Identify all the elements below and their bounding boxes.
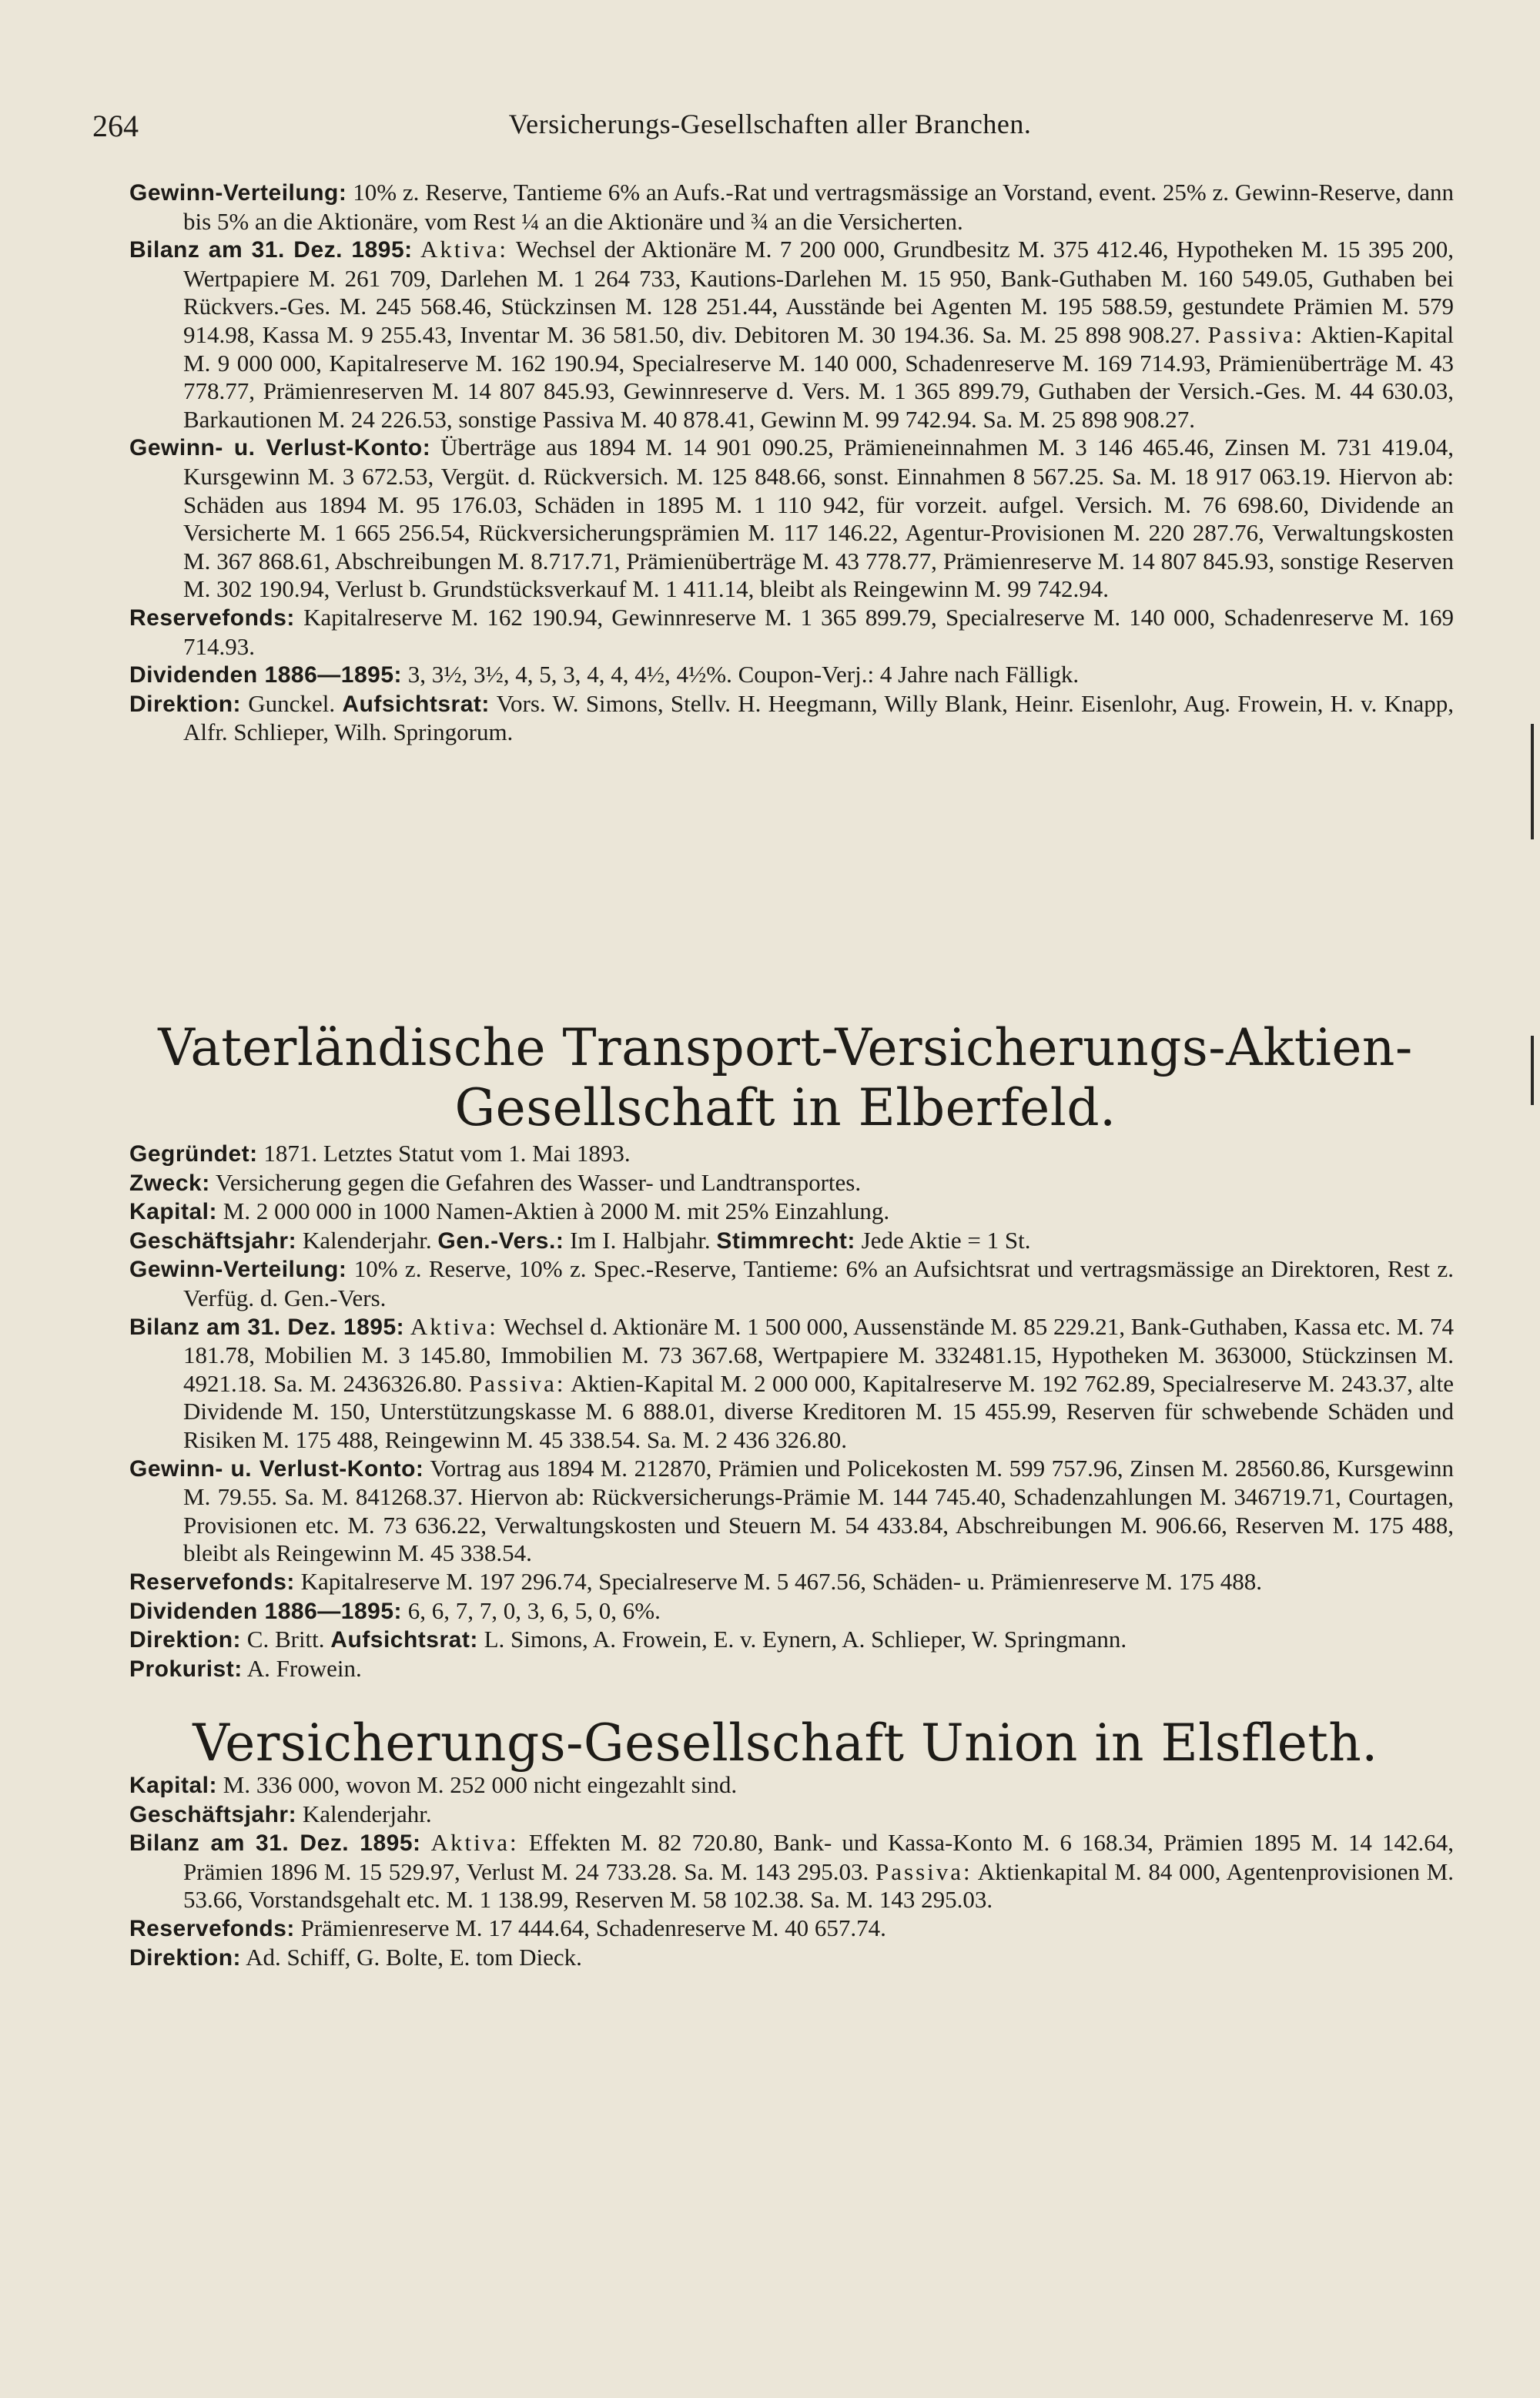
running-head [92,108,1448,151]
entry-text: Kalenderjahr. [302,1226,432,1254]
entry-bilanz [129,1313,1454,1455]
entry-text: Prämienreserve M. 17 444.64, Schadenreserve M. 40 657.74. [300,1914,886,1941]
entry-gewinn-verteilung [129,1255,1454,1312]
company-title-vaterlaendische: Vaterländische Transport-Versicherungs-Aktien-Gesellschaft in Elberfeld. [158,1018,1413,1137]
entry-kapital [129,1197,1454,1227]
entry-kapital [129,1771,1454,1800]
margin-smudge [1531,724,1534,839]
aktiva-text: Wechsel d. Aktionäre M. 1 500 000, Aussenstände M. 85 229.21, Bank-Guthaben, Kassa etc. M. 74 181.78, Mobilien M. 3 145.80, Immobilien M. 73 367.68, Wertpapiere M. 332481.15, Hypotheken M. 363000, Stückzinsen M. 4921.18. Sa. M. 2436326.80. [183,1312,1454,1397]
entry-label-2: Aufsichtsrat: [330,1627,478,1653]
entry-text: Gunckel. [248,689,336,717]
passiva-text: Aktienkapital M. 84 000, Agentenprovisionen M. 53.66, Vorstandsgehalt etc. M. 1 138.99, Reserven M. 58 102.38. Sa. M. 143 295.03. [183,1857,1455,1914]
margin-smudge [1531,1036,1534,1105]
entry-label: Gewinn-Verteilung: [129,180,347,206]
entry-label: Gegründet: [129,1141,258,1167]
passiva-text: Aktien-Kapital M. 2 000 000, Kapitalreserve M. 192 762.89, Specialreserve M. 243.37, alte Dividende M. 150, Unterstützungskasse M. 6 888.01, diverse Kreditoren M. 15 455.99, Reserven für schwebende Schäden und Risiken M. 175 488, Reingewinn M. 45 338.54. Sa. M. 2 436 326.80. [183,1369,1454,1453]
entry-label: Bilanz am 31. Dez. 1895: [129,1830,421,1857]
entry-text: 3, 3½, 3½, 4, 5, 3, 4, 4, 4½, 4½%. Coupon-Verj.: 4 Jahre nach Fälligk. [407,661,1080,688]
entry-label-2: Aufsichtsrat: [342,691,490,717]
entry-label: Prokurist: [129,1656,243,1682]
entry-dividenden [129,661,1454,690]
running-title: Versicherungs-Gesellschaften aller Branchen. [508,109,1032,139]
aktiva-label: Aktiva: [430,1829,519,1857]
entry-label: Reservefonds: [129,1915,295,1941]
entry-reservefonds [129,1568,1454,1597]
section-2-vaterlaendische [129,1140,1454,1683]
company-title-union-elsfleth: Versicherungs-Gesellschaft Union in Elsfleth. [192,1713,1378,1773]
entry-text: A. Frowein. [246,1654,362,1682]
entry-text: 10% z. Reserve, 10% z. Spec.-Reserve, Tantieme: 6% an Aufsichtsrat und vertragsmässige an Direktoren, Rest z. Verfüg. d. Gen.-Vers. [183,1255,1454,1311]
entry-dividenden [129,1597,1454,1626]
passiva-label: Passiva: [1207,320,1305,348]
entry-text-2: Vors. W. Simons, Stellv. H. Heegmann, Willy Blank, Heinr. Eisenlohr, Aug. Frowein, H. v. Knapp, Alfr. Schlieper, Wilh. Springorum. [183,689,1454,746]
page-number: 264 [92,109,139,143]
entry-label: Reservefonds: [129,605,295,631]
entry-text: Versicherung gegen die Gefahren des Wasser- und Landtransportes. [215,1168,862,1196]
entry-label: Gewinn-Verteilung: [129,1257,347,1283]
entry-bilanz [129,236,1454,434]
entry-text: 10% z. Reserve, Tantieme 6% an Aufs.-Rat und vertragsmässige an Vorstand, event. 25% z. Gewinn-Reserve, dann bis 5% an die Aktionäre, vom Rest ¼ an die Aktionäre und ¾ an die Versicherten. [183,179,1455,235]
entry-label: Direktion: [129,1944,242,1971]
entry-direktion [129,690,1454,747]
entry-reservefonds [129,1914,1454,1944]
entry-gewinn-verlust-konto [129,434,1454,604]
entry-reservefonds [129,604,1454,661]
passiva-text: Aktien-Kapital M. 9 000 000, Kapitalreserve M. 162 190.94, Specialreserve M. 140 000, Schadenreserve M. 169 714.93, Prämienüberträge M. 43 778.77, Prämienreserven M. 14 807 845.93, Gewinnreserve d. Vers. M. 1 365 899.79, Guthaben der Versich.-Ges. M. 44 630.03, Barkautionen M. 24 226.53, sonstige Passiva M. 40 878.41, Gewinn M. 99 742.94. Sa. M. 25 898 908.27. [183,320,1455,433]
entry-label: Kapital: [129,1199,218,1225]
entry-geschaeftsjahr [129,1227,1454,1256]
entry-text-2: L. Simons, A. Frowein, E. v. Eynern, A. Schlieper, W. Springmann. [484,1626,1127,1653]
entry-label: Dividenden 1886—1895: [129,662,402,688]
entry-label: Direktion: [129,1627,242,1653]
entry-geschaeftsjahr [129,1800,1454,1830]
entry-zweck [129,1169,1454,1198]
entry-text: Kalenderjahr. [302,1800,432,1827]
entry-text: C. Britt. [246,1626,325,1653]
entry-prokurist [129,1655,1454,1684]
section-3-union-elsfleth [129,1771,1454,1972]
passiva-label: Passiva: [468,1369,566,1397]
entry-bilanz [129,1829,1454,1914]
entry-text: Ad. Schiff, G. Bolte, E. tom Dieck. [246,1943,582,1971]
entry-label: Kapital: [129,1773,218,1798]
entry-text: Überträge aus 1894 M. 14 901 090.25, Prämieneinnahmen M. 3 146 465.46, Zinsen M. 731 419.04, Kursgewinn M. 3 672.53, Vergüt. d. Rückversich. M. 125 848.66, sonst. Einnahmen 8 567.25. Sa. M. 18 917 063.19. Hiervon ab: Schäden aus 1894 M. 95 176.03, Schäden in 1895 M. 1 110 942, für vorzeit. aufgel. Versich. M. 76 698.60, Dividende an Versicherte M. 1 665 256.54, Rückversicherungsprämien M. 117 146.22, Agentur-Provisionen M. 220 287.76, Verwaltungskosten M. 367 868.61, Abschreibungen M. 8.717.71, Prämienüberträge M. 43 778.77, Prämienreserve M. 14 807 845.93, sonstige Reserven M. 302 190.94, Verlust b. Grundstücksverkauf M. 1 411.14, bleibt als Reingewinn M. 99 742.94. [183,434,1454,603]
entry-text: 6, 6, 7, 7, 0, 3, 6, 5, 0, 6%. [407,1596,661,1624]
aktiva-label: Aktiva: [420,236,509,263]
passiva-label: Passiva: [875,1857,973,1885]
aktiva-label: Aktiva: [410,1312,498,1340]
entry-text-3: Jede Aktie = 1 St. [861,1226,1031,1254]
entry-text: M. 2 000 000 in 1000 Namen-Aktien à 2000 M. mit 25% Einzahlung. [223,1197,890,1225]
entry-text: 1871. Letztes Statut vom 1. Mai 1893. [263,1140,631,1167]
section-1-continuation [129,179,1454,747]
entry-text: Vortrag aus 1894 M. 212870, Prämien und Policekosten M. 599 757.96, Zinsen M. 28560.86, Kursgewinn M. 79.55. Sa. M. 841268.37. Hiervon ab: Rückversicherungs-Prämie M. 144 745.40, Schadenzahlungen M. 346719.71, Courtagen, Provisionen etc. M. 73 636.22, Verwaltungskosten und Steuern M. 54 433.84, Abschreibungen M. 906.66, Reserven M. 175 488, bleibt als Reingewinn M. 45 338.54. [183,1454,1454,1567]
aktiva-text: Wechsel der Aktionäre M. 7 200 000, Grundbesitz M. 375 412.46, Hypotheken M. 15 395 200, Wertpapiere M. 261 709, Darlehen M. 1 264 733, Kautions-Darlehen M. 15 950, Bank-Guthaben M. 160 549.05, Guthaben bei Rückvers.-Ges. M. 245 568.46, Stückzinsen M. 128 251.44, Ausstände bei Agenten M. 195 588.59, gestundete Prämien M. 579 914.98, Kassa M. 9 255.43, Inventar M. 36 581.50, div. Debitoren M. 30 194.36. Sa. M. 25 898 908.27. [183,236,1454,348]
entry-gewinn-verlust-konto [129,1455,1454,1568]
entry-label: Geschäftsjahr: [129,1227,297,1254]
entry-label-2: Gen.-Vers.: [437,1227,564,1254]
entry-direktion [129,1626,1454,1655]
entry-label: Dividenden 1886—1895: [129,1598,402,1624]
aktiva-text: Effekten M. 82 720.80, Bank- und Kassa-Konto M. 6 168.34, Prämien 1895 M. 14 142.64, Prämien 1896 M. 15 529.97, Verlust M. 24 733.28. Sa. M. 143 295.03. [183,1829,1454,1885]
entry-label: Bilanz am 31. Dez. 1895: [129,1314,405,1340]
entry-text: M. 336 000, wovon M. 252 000 nicht eingezahlt sind. [223,1771,738,1798]
entry-direktion [129,1944,1454,1973]
entry-label-3: Stimmrecht: [716,1227,855,1254]
entry-label: Gewinn- u. Verlust-Konto: [129,435,431,461]
entry-gewinn-verteilung [129,179,1454,236]
entry-label: Zweck: [129,1170,210,1196]
entry-label: Direktion: [129,691,242,717]
entry-label: Bilanz am 31. Dez. 1895: [129,237,413,263]
entry-gegruendet [129,1140,1454,1169]
entry-text: Kapitalreserve M. 162 190.94, Gewinnreserve M. 1 365 899.79, Specialreserve M. 140 000, Schadenreserve M. 169 714.93. [183,603,1454,660]
entry-label: Gewinn- u. Verlust-Konto: [129,1455,424,1482]
entry-label: Geschäftsjahr: [129,1801,297,1827]
entry-text: Kapitalreserve M. 197 296.74, Specialreserve M. 5 467.56, Schäden- u. Prämienreserve M. 175 488. [300,1567,1262,1595]
entry-label: Reservefonds: [129,1569,295,1595]
entry-text-2: Im I. Halbjahr. [570,1226,711,1254]
